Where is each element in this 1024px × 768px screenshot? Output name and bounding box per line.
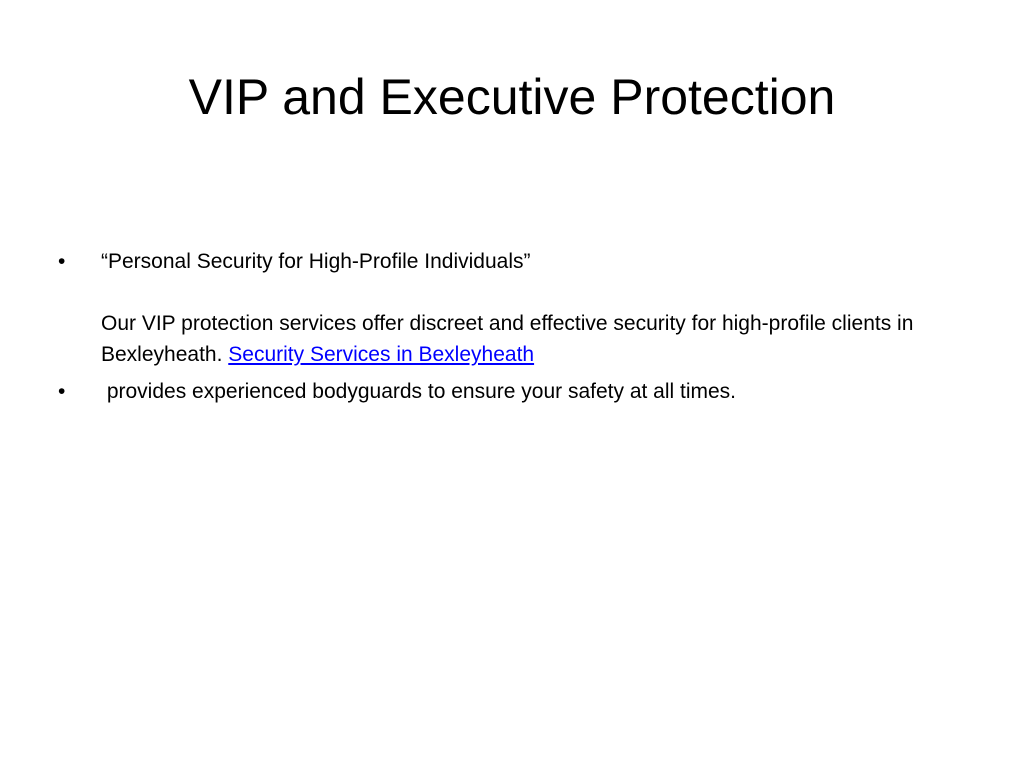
bullet-dot-icon: • — [58, 250, 66, 273]
slide-title: VIP and Executive Protection — [188, 69, 836, 125]
bullet-item — [58, 376, 958, 407]
bullet-body-text: provides experienced bodyguards to ensure your safety at all times. — [101, 380, 737, 403]
security-services-link[interactable]: Security Services in Bexleyheath — [228, 343, 535, 366]
bullet-body-text: Our VIP protection services offer discreet and effective security for high-profile clients in Bexleyheath. — [101, 312, 914, 366]
bullet-heading: “Personal Security for High-Profile Individuals” — [101, 250, 531, 273]
bullet-list — [58, 246, 958, 407]
paragraph-spacer — [101, 277, 958, 308]
bullet-dot-icon: • — [58, 380, 66, 403]
bullet-item — [58, 246, 958, 370]
